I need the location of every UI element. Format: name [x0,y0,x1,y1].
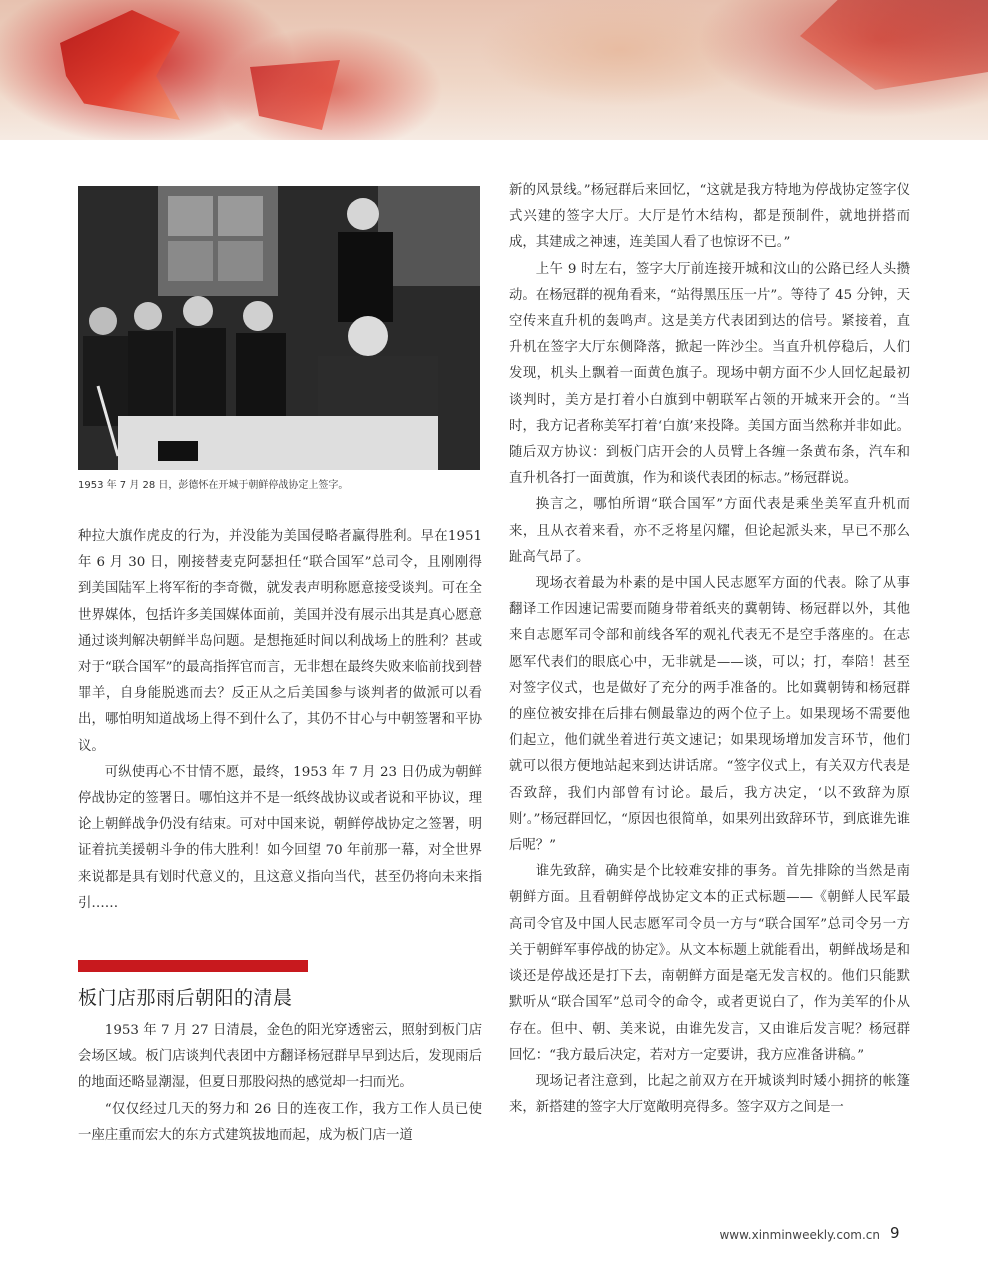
body-paragraph: 谁先致辞，确实是个比较难安排的事务。首先排除的当然是南朝鲜方面。且看朝鲜停战协定文本的正式标题——《朝鲜人民军最高司令官及中国人民志愿军司令员一方与“联合国军”总司令另一方关于朝鲜军事停战的协定》。从文本标题上就能看出，朝鲜战场是和谈还是停战还是打下去，南朝鲜方面是毫无发言权的。他们只能默默听从“联合国军”总司令的命令，或者更说白了，作为美军的仆从存在。但中、朝、美来说，由谁先发言，又由谁后发言呢？杨冠群回忆：“我方最后决定，若对方一定要讲，我方应准备讲稿。” [509,864,910,1063]
footer-url[interactable]: www.xinminweekly.com.cn [719,1228,880,1242]
body-paragraph: 可纵使再心不甘情不愿，最终，1953 年 7 月 23 日仍成为朝鲜停战协定的签署日。哪怕这并不是一纸终战协议或者说和平协议，理论上朝鲜战争仍没有结束。可对中国来说，朝鲜停战协定之签署，明证着抗美援朝斗争的伟大胜利！如今回望 70 年前那一幕，对全世界来说都是具有划时代意义的，且这意义指向当代，甚至仍将向未来指引…… [78,764,482,911]
body-paragraph: 换言之，哪怕所谓“联合国军”方面代表是乘坐美军直升机而来，且从衣着来看，亦不乏将星闪耀，但论起派头来，早已不那么趾高气昂了。 [509,497,910,565]
left-column-top [78,524,482,917]
red-flag-graphic-right [800,0,988,90]
red-flag-graphic [60,10,180,120]
body-paragraph: “仅仅经过几天的努力和 26 日的连夜工作，我方工作人员已使一座庄重而宏大的东方式建筑拔地而起，成为板门店一道 [78,1101,482,1143]
page-number: 9 [890,1224,900,1242]
left-column-bottom [78,1018,482,1149]
body-paragraph: 种拉大旗作虎皮的行为，并没能为美国侵略者赢得胜利。早在1951 年 6 月 30 日，刚接替麦克阿瑟担任“联合国军”总司令，且刚刚得到美国陆军上将军衔的李奇微，就发表声明称愿意接受谈判。可在全世界媒体，包括许多美国媒体面前，美国并没有展示出其是真心愿意通过谈判解决朝鲜半岛问题。是想拖延时间以利战场上的胜利？甚或对于“联合国军”的最高指挥官而言，无非想在最终失败来临前找到替罪羊，自身能脱逃而去？反正从之后美国参与谈判者的做派可以看出，哪怕明知道战场上得不到什么了，其仍不甘心与中朝签署和平协议。 [78,529,482,754]
photo-caption: 1953 年 7 月 28 日，彭德怀在开城于朝鲜停战协定上签字。 [78,480,349,491]
body-paragraph: 现场记者注意到，比起之前双方在开城谈判时矮小拥挤的帐篷来，新搭建的签字大厅宽敞明亮得多。签字双方之间是一 [509,1073,910,1116]
body-paragraph: 现场衣着最为朴素的是中国人民志愿军方面的代表。除了从事翻译工作因速记需要而随身带着纸夹的冀朝铸、杨冠群以外，其他来自志愿军司令部和前线各军的观礼代表无不是空手落座的。在志愿军代表们的眼底心中，无非就是——谈，可以；打，奉陪！甚至对签字仪式，也是做好了充分的两手准备的。比如冀朝铸和杨冠群的座位被安排在后排右侧最靠边的两个位子上。如果现场不需要他们起立，他们就坐着进行英文速记；如果现场增加发言环节，他们就可以很方便地站起来到达讲话席。“签字仪式上，有关双方代表是否致辞，我们内部曾有讨论。最后，我方决定，‘以不致辞为原则’。”杨冠群回忆，“原因也很简单，如果列出致辞环节，到底谁先谁后呢？” [509,576,910,854]
body-paragraph: 上午 9 时左右，签字大厅前连接开城和汶山的公路已经人头攒动。在杨冠群的视角看来，“站得黑压压一片”。等待了 45 分钟，天空传来直升机的轰鸣声。这是美方代表团到达的信号。紧接着，直升机在签字大厅东侧降落，掀起一阵沙尘。当直升机停稳后，人们发现，机头上飘着一面黄色旗子。现场中朝方面不少人回忆起最初谈判时，美方是打着小白旗到中朝联军占领的开城来开会的。“当时，我方记者称美军打着‘白旗’来投降。美国方面当然称并非如此。随后双方协议：到板门店开会的人员臂上各缠一条黄布条，汽车和直升机各打一面黄旗，作为和谈代表团的标志。”杨冠群说。 [509,261,910,487]
photo-illustration [78,186,480,470]
body-paragraph: 1953 年 7 月 27 日清晨，金色的阳光穿透密云，照射到板门店会场区域。板门店谈判代表团中方翻译杨冠群早早到达后，发现雨后的地面还略显潮湿，但夏日那股闷热的感觉却一扫而光。 [78,1023,482,1091]
section-accent-bar [78,960,308,972]
red-flag-graphic-small [250,60,340,130]
historical-photo [78,186,480,470]
section-heading: 板门店那雨后朝阳的清晨 [78,987,293,1009]
body-paragraph: 新的风景线。”杨冠群后来回忆，“这就是我方特地为停战协定签字仪式兴建的签字大厅。大厅是竹木结构，都是预制件，就地拼搭而成，其建成之神速，连美国人看了也惊讶不已。” [509,183,910,251]
right-column [509,178,910,1121]
header-banner [0,0,988,140]
